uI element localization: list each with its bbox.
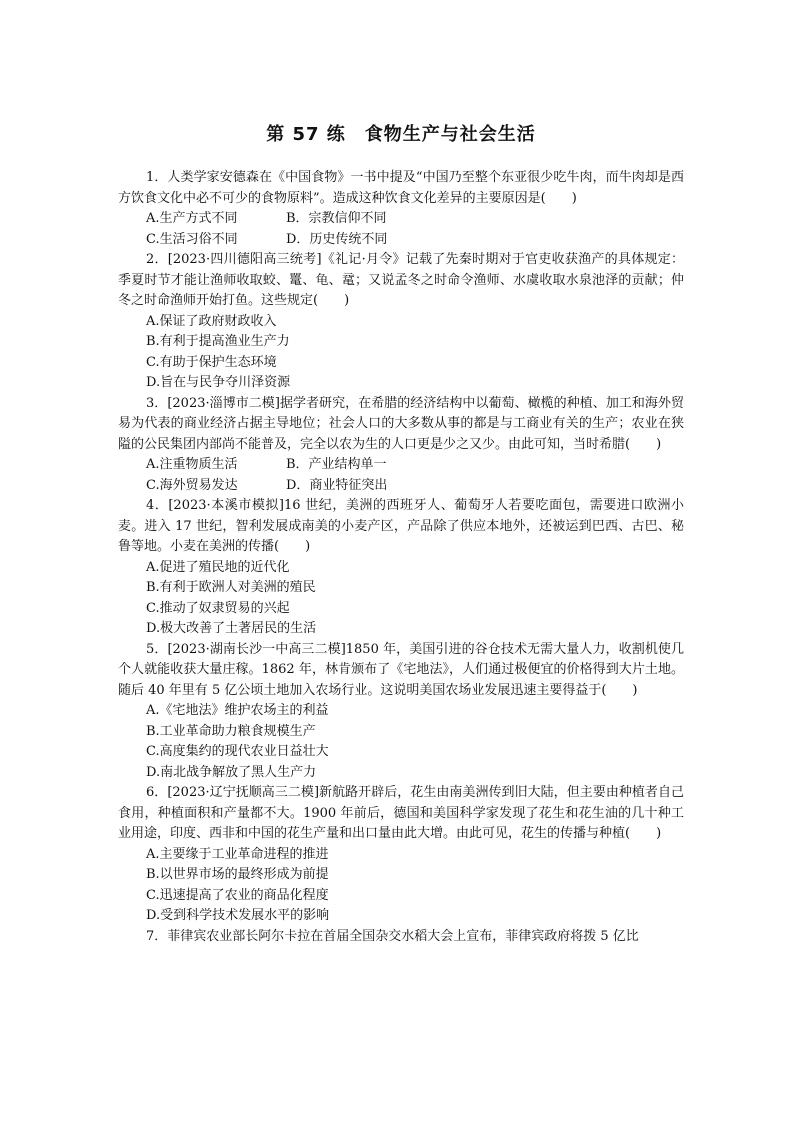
option-a: A.促进了殖民地的近代化	[146, 559, 290, 575]
option-d: D.极大改善了土著居民的生活	[146, 621, 317, 636]
question-6	[118, 783, 684, 927]
worksheet-page	[118, 120, 684, 947]
question-stem: 5．[2023·湖南长沙一中高三二模]1850 年，美国引进的谷仓技术无需大量人力，收割机使几个人就能收获大量庄稼。1862 年，林肯颁布了《宅地法》，人们通过极便宜的价格得到大片土地。随后 40 年里有 5 亿公顷土地加入农场行业。这说明美国农场业发展迅速主要得益于( )	[118, 641, 684, 698]
option-row	[118, 209, 684, 230]
option-b: B．产业结构单一	[286, 457, 387, 472]
question-5	[118, 640, 684, 784]
option-c: C.高度集约的现代农业日益壮大	[146, 744, 329, 759]
option-c: C.迅速提高了农业的商品化程度	[146, 887, 329, 903]
option-a: A.注重物质生活	[146, 457, 238, 472]
option-row	[118, 230, 684, 251]
option-a: A.生产方式不同	[146, 211, 238, 226]
question-stem: 7．菲律宾农业部长阿尔卡拉在首届全国杂交水稻大会上宣布，菲律宾政府将拨 5 亿比	[146, 928, 639, 944]
option-d: D.南北战争解放了黑人生产力	[146, 764, 317, 780]
option-b: B.以世界市场的最终形成为前提	[146, 867, 329, 882]
question-stem: 3．[2023·淄博市二模]据学者研究，在希腊的经济结构中以葡萄、橄榄的种植、加工和海外贸易为代表的商业经济占据主导地位；社会人口的大多数从事的都是与工商业有关的生产；农业在狭隘的公民集团内部尚不能普及，完全以农为生的人口更是少之又少。由此可知，当时希腊( )	[118, 395, 684, 452]
question-stem: 4．[2023·本溪市模拟]16 世纪，美洲的西班牙人、葡萄牙人若要吃面包，需要进口欧洲小麦。进入 17 世纪，智利发展成南美的小麦产区，产品除了供应本地外，还被运到巴西、古巴、秘鲁等地。小麦在美洲的传播( )	[118, 498, 684, 554]
option-c: C.推动了奴隶贸易的兴起	[146, 600, 290, 616]
question-2	[118, 250, 684, 394]
option-b: B．宗教信仰不同	[286, 211, 387, 226]
option-row	[118, 455, 684, 476]
option-b: B.工业革命助力粮食规模生产	[146, 723, 316, 739]
option-d: D．历史传统不同	[286, 231, 388, 247]
page-title: 第 57 练 食物生产与社会生活	[266, 124, 536, 145]
question-7	[118, 927, 684, 948]
question-stem: 1．人类学家安德森在《中国食物》一书中提及“中国乃至整个东亚很少吃牛肉，而牛肉却是西方饮食文化中必不可少的食物原料”。造成这种饮食文化差异的主要原因是( )	[118, 170, 684, 206]
option-a: A.保证了政府财政收入	[146, 313, 277, 329]
option-c: C.海外贸易发达	[146, 477, 238, 493]
option-a: A.主要缘于工业革命进程的推进	[146, 846, 329, 862]
question-4	[118, 496, 684, 640]
question-stem: 6．[2023·辽宁抚顺高三二模]新航路开辟后，花生由南美洲传到旧大陆，但主要由种植者自己食用，种植面积和产量都不大。1900 年前后，德国和美国科学家发现了花生和花生油的几十种工业用途，印度、西非和中国的花生产量和出口量由此大增。由此可见，花生的传播与种植( )	[118, 785, 684, 841]
option-b: B.有利于提高渔业生产力	[146, 334, 290, 349]
option-c: C.生活习俗不同	[146, 231, 238, 247]
option-a: A.《宅地法》维护农场主的利益	[146, 703, 329, 718]
option-d: D．商业特征突出	[286, 477, 388, 493]
option-d: D.受到科学技术发展水平的影响	[146, 908, 330, 923]
option-row	[118, 476, 684, 497]
option-b: B.有利于欧洲人对美洲的殖民	[146, 580, 316, 595]
question-1	[118, 168, 684, 250]
option-d: D.旨在与民争夺川泽资源	[146, 375, 291, 390]
question-3	[118, 394, 684, 497]
question-stem: 2．[2023·四川德阳高三统考]《礼记·月令》记载了先秦时期对于官吏收获渔产的具体规定：季夏时节才能让渔师收取蛟、鼍、龟、鼋；又说孟冬之时命令渔师、水虞收取水泉池泽的贡献；仲冬之时命渔师开始打鱼。这些规定( )	[118, 252, 684, 308]
option-c: C.有助于保护生态环境	[146, 354, 277, 370]
